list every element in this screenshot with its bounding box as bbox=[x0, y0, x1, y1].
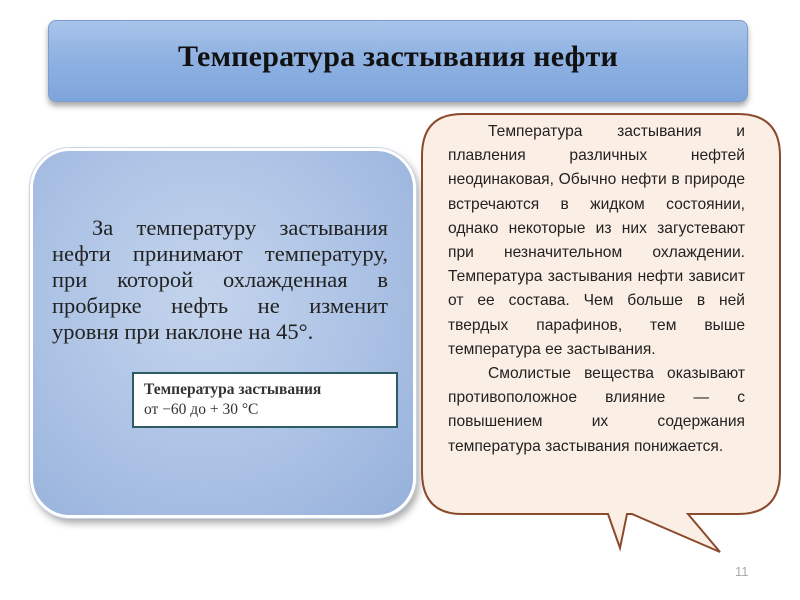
temperature-range-title: Температура застывания bbox=[144, 381, 322, 398]
slide-title: Температура застывания нефти bbox=[177, 40, 619, 73]
callout-text bbox=[448, 120, 745, 459]
temperature-range-value: от −60 до + 30 °С bbox=[144, 401, 259, 418]
definition-text: За температуру застывания нефти принимают температуру, при которой охлажденная в пробирке нефть не изменит уровня при наклоне на 45°. bbox=[52, 215, 388, 344]
page-number: 11 bbox=[735, 564, 749, 579]
callout-paragraph-2: Смолистые вещества оказывают противоположное влияние — с повышением их содержания температура застывания понижается. bbox=[448, 365, 745, 455]
callout-paragraph-1: Температура застывания и плавления различных нефтей неодинаковая, Обычно нефти в природе встречаются в жидком состоянии, однако некоторые из них загустевают при незначительном охлаждении. Температура застывания нефти зависит от ее состава. Чем больше в ней твердых парафинов, тем выше температура ее застывания. bbox=[448, 123, 745, 358]
title-bar bbox=[48, 20, 748, 102]
temperature-range-box bbox=[132, 372, 398, 428]
